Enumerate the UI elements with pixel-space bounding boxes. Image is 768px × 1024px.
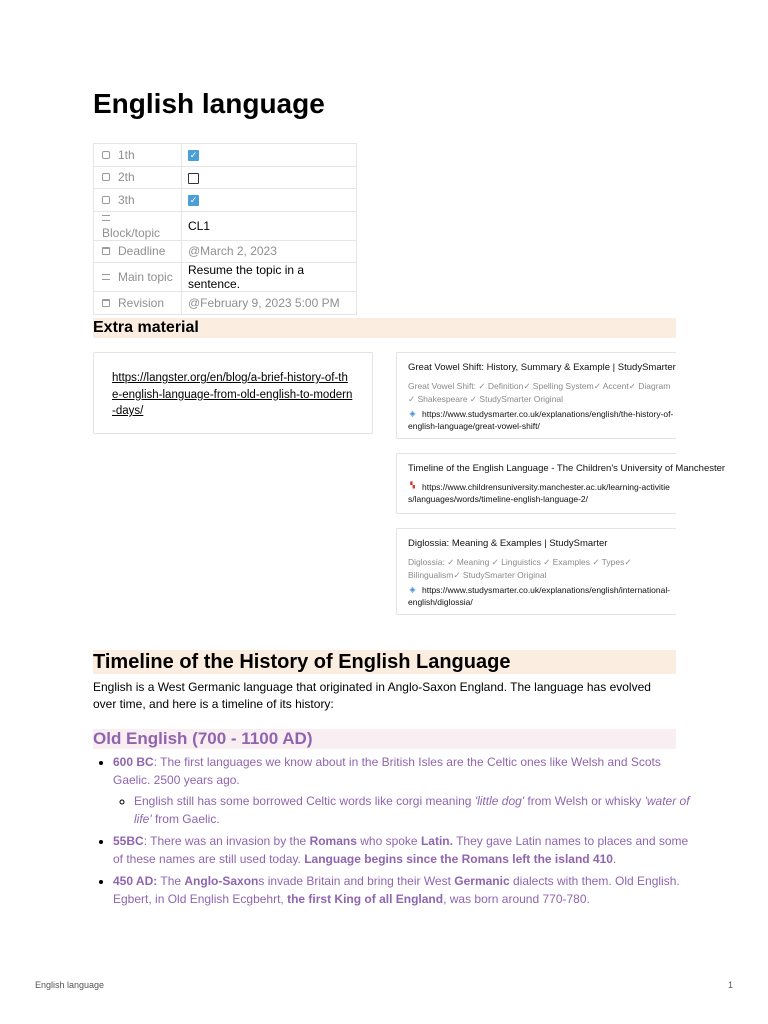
bookmark-url: ▚ https://www.childrensuniversity.manchester.ac.uk/learning-activities/languages/words/timeline-english-language-2/ bbox=[408, 482, 670, 504]
property-value bbox=[182, 144, 357, 167]
text-property-icon bbox=[102, 215, 110, 221]
property-key: 2th bbox=[94, 166, 182, 189]
property-value bbox=[182, 166, 357, 189]
old-english-heading: Old English (700 - 1100 AD) bbox=[93, 729, 676, 749]
bookmark-title: Diglossia: Meaning & Examples | StudySmarter bbox=[408, 538, 608, 549]
checkbox-unchecked[interactable] bbox=[188, 173, 199, 184]
text-property-icon bbox=[102, 274, 110, 280]
bookmark-url: ◈ https://www.studysmarter.co.uk/explanations/english/the-history-of-english-language/great-vowel-shift/ bbox=[408, 409, 674, 431]
list-item: • 450 AD: The Anglo-Saxons invade Britain and bring their West Germanic dialects with them. Old English. Egbert, in Old English Ecgbehrt, the first King of all England, was born around 770-780. bbox=[113, 873, 696, 908]
list-item: • 600 BC: The first languages we know about in the British Isles are the Celtic ones like Welsh and Scots Gaelic. 2500 years ago. ◦ English still has some borrowed Celtic words like corgi meaning 'little dog' from Welsh or whisky 'water of life' from Gaelic. bbox=[113, 754, 696, 828]
bookmark-title: Great Vowel Shift: History, Summary & Example | StudySmarter bbox=[408, 362, 676, 373]
date-property-icon bbox=[102, 247, 110, 255]
property-key: 3th bbox=[94, 189, 182, 212]
timeline-heading: Timeline of the History of English Language bbox=[93, 650, 676, 674]
property-key: Revision bbox=[94, 292, 182, 315]
property-value[interactable]: Resume the topic in a sentence. bbox=[182, 263, 357, 292]
timeline-list bbox=[93, 754, 696, 913]
timeline-intro: English is a West Germanic language that originated in Anglo-Saxon England. The language has evolved over time, and here is a timeline of its history: bbox=[93, 680, 651, 711]
property-value[interactable]: CL1 bbox=[182, 211, 357, 240]
checkbox-property-icon bbox=[102, 151, 110, 159]
checkbox-checked[interactable]: ✓ bbox=[189, 195, 198, 206]
studysmarter-favicon-icon: ◈ bbox=[409, 409, 416, 419]
page-title: English language bbox=[93, 88, 325, 119]
bookmark-description: Great Vowel Shift: ✓ Definition✓ Spelling System✓ Accent✓ Diagram ✓ Shakespeare ✓ StudySmarter Original bbox=[408, 381, 671, 404]
property-row bbox=[94, 240, 357, 263]
checkbox-property-icon bbox=[102, 173, 110, 181]
property-row bbox=[94, 144, 357, 167]
extra-material-heading: Extra material bbox=[93, 318, 676, 338]
list-item: ◦ English still has some borrowed Celtic words like corgi meaning 'little dog' from Welsh or whisky 'water of life' from Gaelic. bbox=[134, 793, 696, 828]
bookmark-card[interactable] bbox=[396, 528, 676, 615]
langster-link[interactable]: https://langster.org/en/blog/a-brief-history-of-the-english-language-from-old-english-to-modern-days/ bbox=[112, 372, 353, 417]
childrens-university-favicon-icon: ▚ bbox=[410, 483, 415, 490]
property-row bbox=[94, 292, 357, 315]
list-item: • 55BC: There was an invasion by the Romans who spoke Latin. They gave Latin names to places and some of these names are still used today. Language begins since the Romans left the island 410. bbox=[113, 833, 696, 868]
bookmark-description: Diglossia: ✓ Meaning ✓ Linguistics ✓ Examples ✓ Types✓ Bilingualism✓ StudySmarter Original bbox=[408, 557, 632, 580]
bookmark-url: ◈ https://www.studysmarter.co.uk/explanations/english/international-english/diglossia/ bbox=[408, 585, 671, 607]
page-number: 1 bbox=[727, 980, 733, 990]
property-value[interactable]: @March 2, 2023 bbox=[182, 240, 357, 263]
footer-title: English language bbox=[35, 980, 105, 990]
bookmark-card[interactable] bbox=[396, 453, 726, 514]
studysmarter-favicon-icon: ◈ bbox=[409, 585, 416, 595]
property-key: Main topic bbox=[94, 263, 182, 292]
property-key: Block/topic bbox=[94, 211, 182, 240]
date-property-icon bbox=[102, 299, 110, 307]
property-row bbox=[94, 263, 357, 292]
property-key: 1th bbox=[94, 144, 182, 167]
bookmark-card[interactable] bbox=[396, 352, 676, 439]
property-row bbox=[94, 189, 357, 212]
link-card bbox=[93, 352, 373, 434]
property-row bbox=[94, 166, 357, 189]
bookmark-title: Timeline of the English Language - The Children's University of Manchester bbox=[408, 463, 726, 474]
property-key: Deadline bbox=[94, 240, 182, 263]
properties-table bbox=[93, 143, 357, 315]
property-value[interactable]: @February 9, 2023 5:00 PM bbox=[182, 292, 357, 315]
checkbox-property-icon bbox=[102, 196, 110, 204]
checkbox-checked[interactable]: ✓ bbox=[189, 150, 198, 161]
sub-list bbox=[113, 793, 696, 828]
property-row bbox=[94, 211, 357, 240]
property-value bbox=[182, 189, 357, 212]
